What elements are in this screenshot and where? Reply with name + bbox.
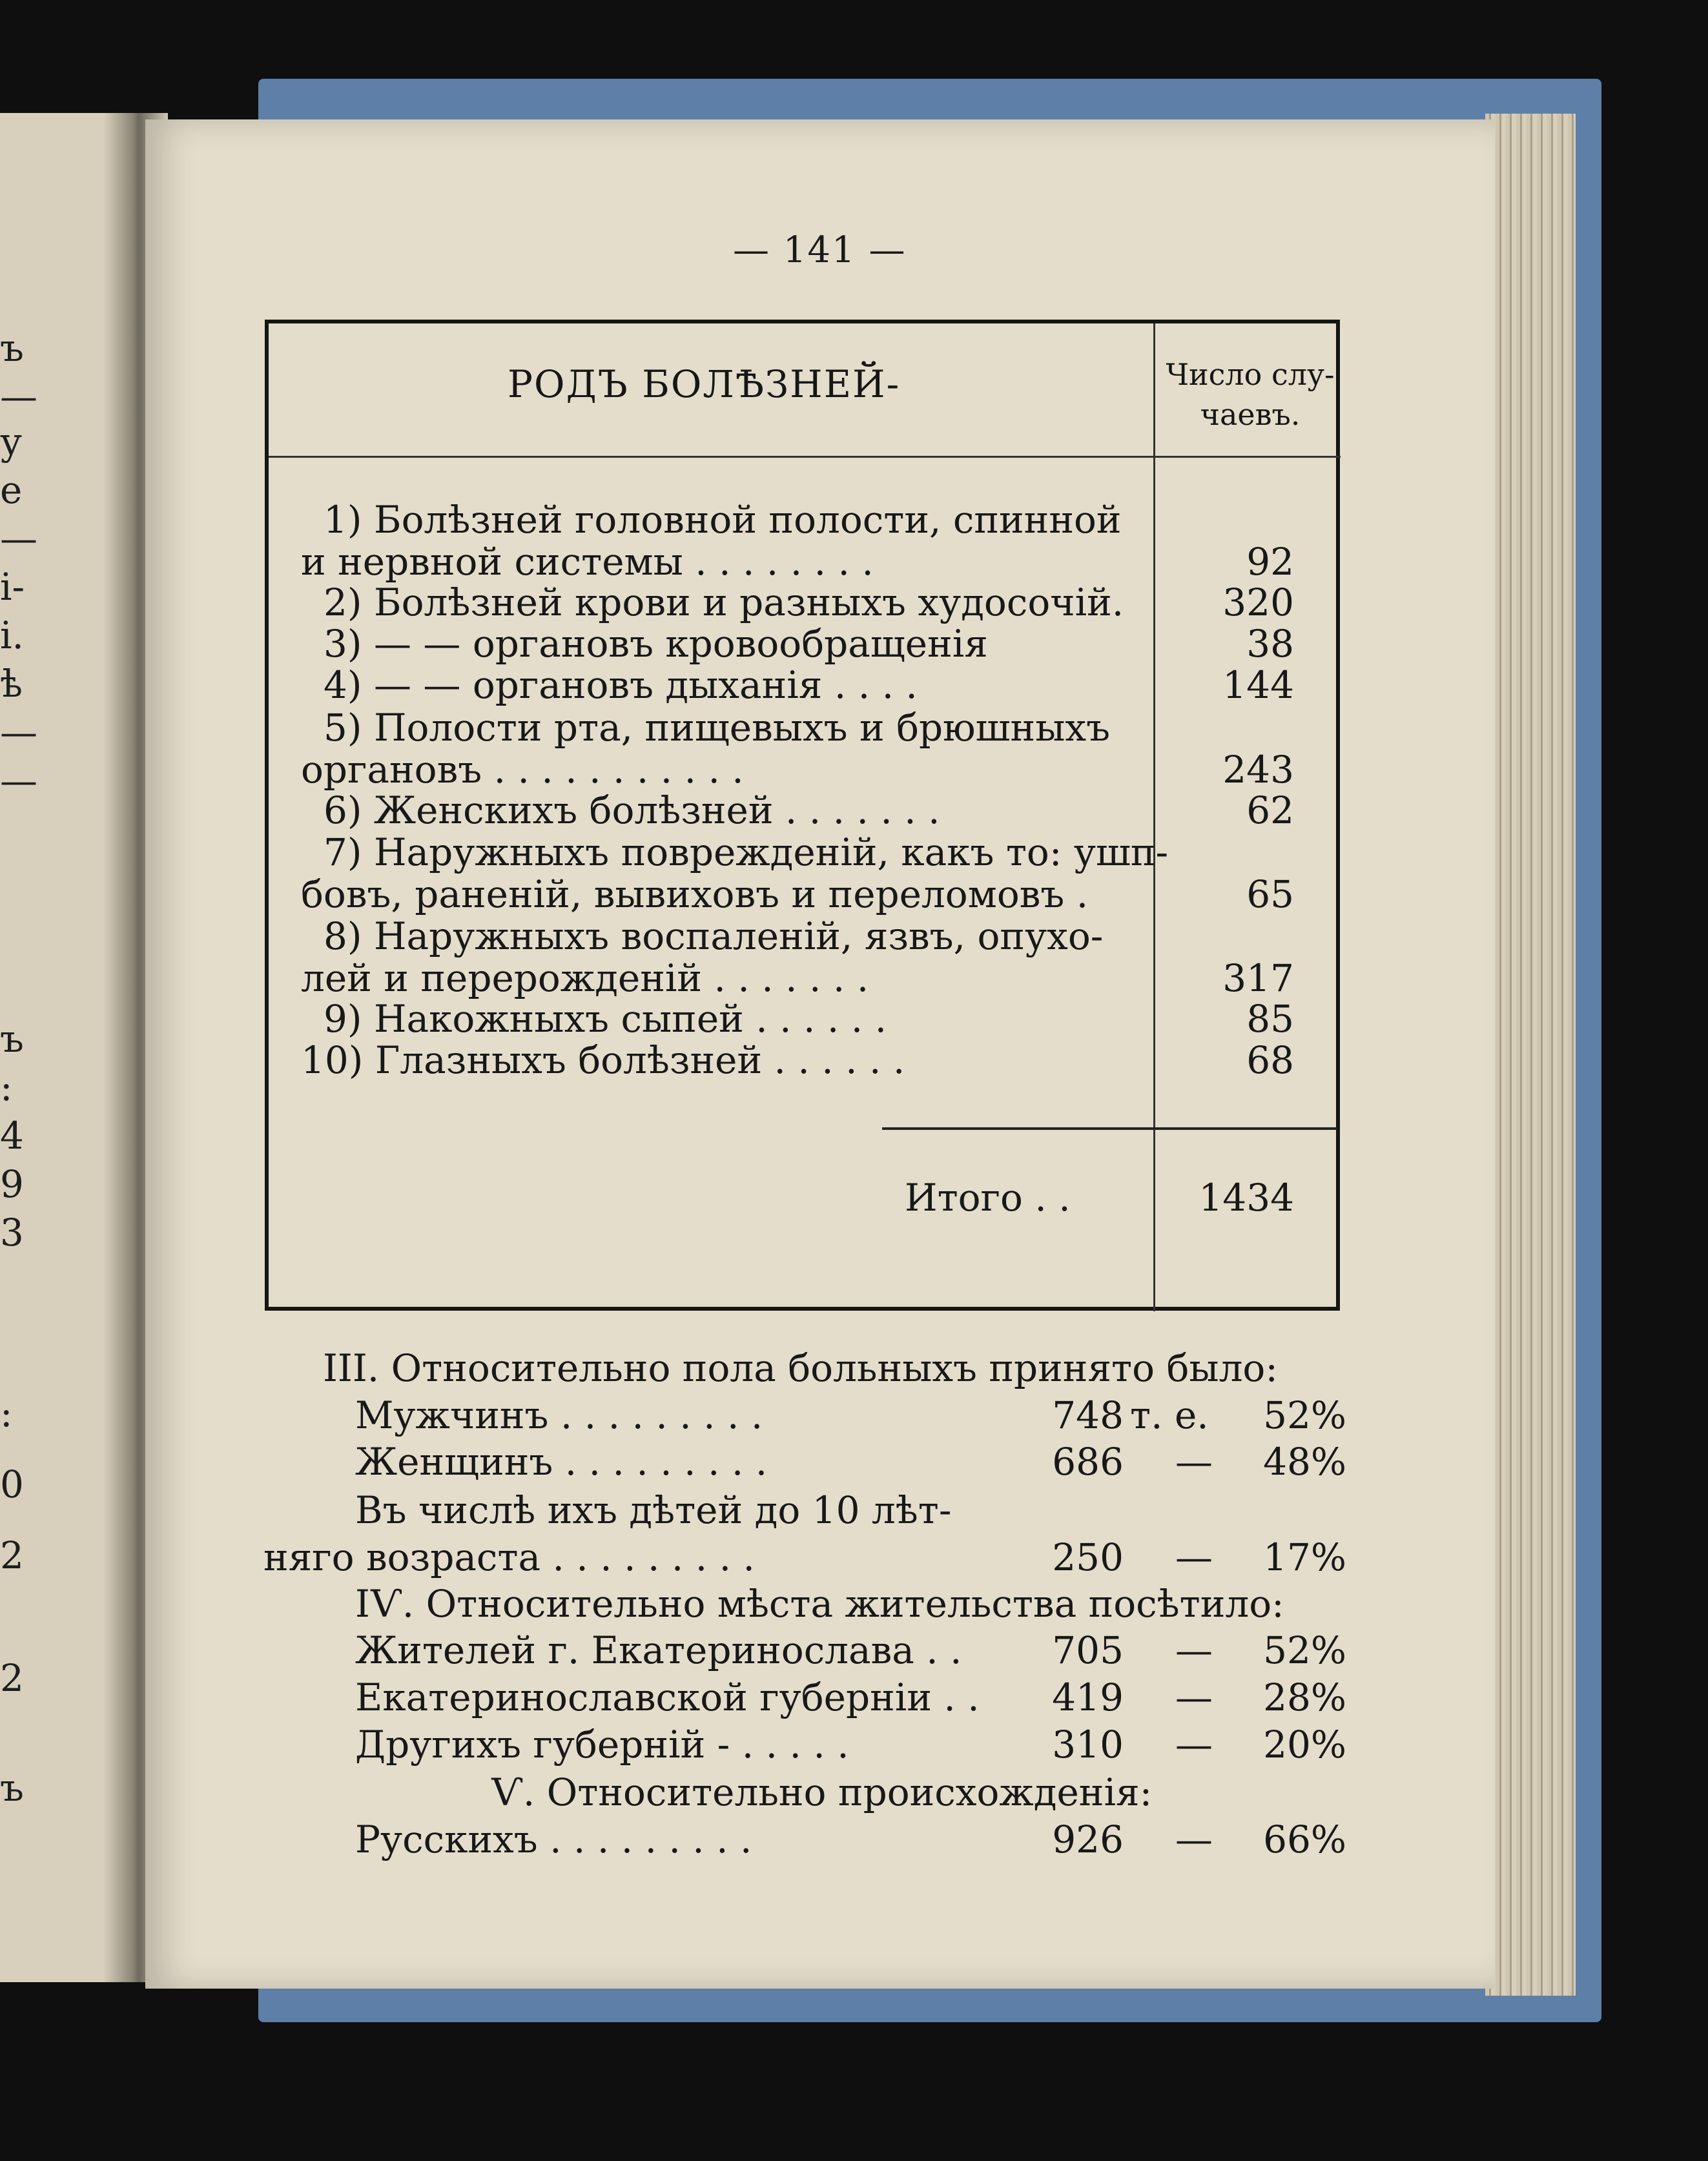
residence-pct: 52% [1263,1628,1346,1672]
table-row-value: 144 [1222,663,1294,707]
left-fragment: ѣ [0,662,23,706]
section4-heading: IѴ. Относительно мѣста жительства посѣтило: [355,1582,1284,1626]
left-fragment: ъ [0,1766,24,1810]
left-fragment: — [0,374,37,418]
table-row-text: бовъ, раненій, вывиховъ и переломовъ . [301,872,1089,916]
children-line1: Въ числѣ ихъ дѣтей до 10 лѣт- [355,1488,952,1532]
column-divider [1153,323,1155,1311]
left-fragment: 3 [0,1211,24,1255]
left-fragment: : [0,1065,13,1109]
table-row-text: и нервной системы . . . . . . . . [301,540,874,584]
table-row-value: 320 [1222,580,1294,624]
children-sep: — [1175,1535,1213,1579]
men-count: 748 [1052,1393,1124,1437]
women-label: Женщинъ . . . . . . . . . [355,1440,768,1484]
children-pct: 17% [1263,1535,1346,1579]
residence-label: Жителей г. Екатеринослава . . [355,1628,962,1672]
table-header-title: РОДЪ БОЛѢЗНЕЙ- [508,362,901,406]
left-fragment: і. [0,613,24,657]
table-header-count [1160,354,1341,435]
table-row-text: 4) — — органовъ дыханія . . . . [324,663,918,707]
table-row-text: 2) Болѣзней крови и разныхъ худосочій. [324,580,1124,624]
origin-pct: 66% [1263,1818,1346,1861]
table-row-text: 1) Болѣзней головной полости, спинной [324,498,1122,542]
women-pct: 48% [1263,1440,1346,1484]
table-row-text: 9) Накожныхъ сыпей . . . . . . [324,997,887,1041]
residence-count: 419 [1052,1675,1124,1719]
section3-heading: III. Относительно пола больныхъ принято было: [323,1346,1278,1390]
table-row-value: 243 [1222,748,1294,792]
men-pct: 52% [1263,1393,1346,1437]
table-row-value: 65 [1246,872,1294,916]
residence-sep: — [1175,1723,1213,1767]
header-count-line1: Число слу- [1166,357,1335,392]
residence-label: Екатеринославской губерніи . . [355,1675,980,1719]
page-edges [1485,114,1576,1996]
women-count: 686 [1052,1440,1124,1484]
table-row-text: 10) Глазныхъ болѣзней . . . . . . [301,1038,905,1082]
left-fragment: 0 [0,1462,24,1506]
table-row-text: 6) Женскихъ болѣзней . . . . . . . [324,788,940,832]
table-row-value: 38 [1246,622,1294,666]
residence-label: Другихъ губерній - . . . . . [355,1723,849,1767]
left-fragment: 4 [0,1114,24,1158]
left-fragment: : [0,1391,13,1435]
left-fragment: 9 [0,1162,24,1206]
header-count-line2: чаевъ. [1200,397,1301,432]
residence-sep: — [1175,1675,1213,1719]
total-value: 1434 [1199,1176,1294,1220]
left-fragment: 2 [0,1656,24,1700]
table-row-text: 7) Наружныхъ поврежденій, какъ то: ушп- [324,830,1169,874]
left-fragment: — [0,517,37,560]
total-label: Итого . . [905,1176,1071,1220]
women-sep: — [1175,1440,1213,1484]
total-rule [882,1127,1337,1130]
left-fragment: — [0,759,37,803]
origin-count: 926 [1052,1818,1124,1861]
table-row-text: 3) — — органовъ кровообращенія [324,622,988,666]
left-fragment: е [0,468,23,512]
table-row-text: органовъ . . . . . . . . . . . [301,748,744,792]
residence-pct: 28% [1263,1675,1346,1719]
page-number: — 141 — [733,229,907,271]
residence-sep: — [1175,1628,1213,1672]
men-sep: т. е. [1130,1393,1209,1437]
left-fragment: — [0,710,37,754]
table-row-value: 68 [1246,1038,1294,1082]
section5-heading: Ѵ. Относительно происхожденія: [491,1770,1153,1814]
left-fragment: 2 [0,1533,24,1577]
header-rule [269,456,1341,458]
residence-count: 310 [1052,1723,1124,1767]
disease-table [265,320,1340,1311]
children-line2: няго возраста . . . . . . . . . [263,1535,755,1579]
left-fragment: і- [0,565,25,609]
table-row-value: 62 [1246,788,1294,832]
table-row-text: 8) Наружныхъ воспаленій, язвъ, опухо- [324,914,1104,958]
residence-pct: 20% [1263,1723,1346,1767]
residence-count: 705 [1052,1628,1124,1672]
children-count: 250 [1052,1535,1124,1579]
men-label: Мужчинъ . . . . . . . . . [355,1393,763,1437]
table-row-value: 317 [1222,956,1294,1000]
table-row-text: лей и перерожденій . . . . . . . [301,956,869,1000]
left-fragment: ъ [0,326,24,370]
origin-sep: — [1175,1818,1213,1861]
table-row-text: 5) Полости рта, пищевыхъ и брюшныхъ [324,706,1110,750]
table-row-value: 92 [1246,540,1294,584]
left-fragment: у [0,420,23,464]
left-fragment: ъ [0,1017,24,1061]
table-row-value: 85 [1246,997,1294,1041]
origin-label: Русскихъ . . . . . . . . . [355,1818,752,1861]
